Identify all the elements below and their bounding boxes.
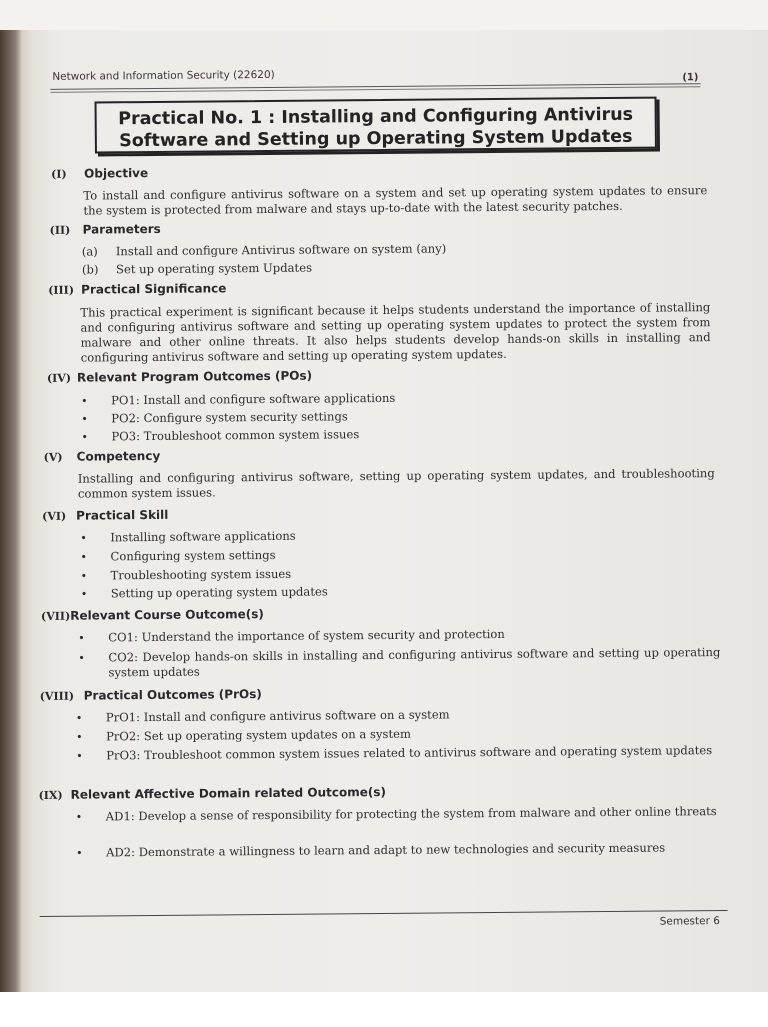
section-number: (I) — [51, 167, 67, 181]
list-item — [80, 525, 700, 545]
section-title: Practical Outcomes (PrOs) — [83, 687, 262, 703]
list-item-text: PO3: Troubleshoot common system issues — [111, 427, 360, 444]
bullet-icon: • — [81, 412, 88, 426]
list-item — [78, 625, 720, 645]
bullet-icon: • — [81, 430, 88, 444]
section-title: Practical Significance — [81, 281, 227, 297]
list-item — [81, 424, 701, 444]
list-item — [76, 743, 721, 763]
parameter-tag: (a) — [81, 244, 98, 259]
list-item — [78, 645, 721, 680]
list-item-text: PrO1: Install and configure antivirus software on a system — [105, 707, 450, 725]
section-number: (IX) — [38, 788, 63, 802]
list-item — [80, 563, 701, 583]
list-item-text: PrO3: Troubleshoot common system issues related to antivirus software and operating system updates — [106, 743, 713, 763]
bullet-icon: • — [80, 587, 88, 601]
list-item — [81, 406, 701, 426]
list-item — [80, 581, 701, 601]
section-heading-competency — [44, 449, 161, 464]
competency-text: Installing and configuring antivirus software, setting up operating system updates, and troubleshooting common system issues. — [77, 466, 715, 501]
bullet-icon: • — [78, 631, 85, 645]
section-title: Relevant Course Outcome(s) — [70, 607, 264, 623]
title-line-2: Software and Setting up Operating System Updates — [119, 126, 633, 152]
title-line-1: Practical No. 1 : Installing and Configuring Antivirus — [118, 104, 634, 130]
section-heading-practical-skill — [42, 508, 168, 523]
list-item — [76, 724, 721, 744]
list-item — [80, 544, 700, 564]
section-title: Objective — [84, 166, 149, 181]
list-item-text: Configuring system settings — [110, 547, 276, 564]
bullet-icon: • — [75, 810, 83, 824]
section-heading-practical-outcomes — [40, 687, 262, 703]
bullet-icon: • — [75, 711, 83, 725]
objective-text: To install and configure antivirus software on a system and set up operating system updates to ensure the system is protected from malware and stays up-to-date with the latest security patches. — [83, 183, 708, 218]
parameter-text: Set up operating system Updates — [115, 260, 313, 277]
section-heading-program-outcomes — [47, 369, 312, 385]
bullet-icon: • — [76, 846, 83, 860]
section-title: Relevant Program Outcomes (POs) — [76, 368, 313, 385]
list-item — [76, 840, 724, 860]
bullet-icon: • — [76, 749, 83, 763]
footer-semester: Semester 6 — [659, 915, 720, 928]
list-item — [75, 804, 724, 824]
list-item-text: Troubleshooting system issues — [110, 566, 292, 583]
section-title: Competency — [76, 448, 161, 464]
section-number: (VIII) — [39, 689, 75, 703]
section-heading-objective — [51, 166, 148, 181]
bullet-icon: • — [76, 730, 83, 744]
section-number: (VI) — [42, 509, 67, 523]
list-item-text: AD1: Develop a sense of responsibility for protecting the system from malware and other online threats — [105, 804, 717, 824]
bullet-icon: • — [78, 651, 85, 665]
list-item-text: AD2: Demonstrate a willingness to learn and adapt to new technologies and security measures — [106, 840, 666, 860]
section-title: Practical Skill — [76, 507, 169, 523]
section-title: Parameters — [82, 221, 161, 237]
practical-title-box — [95, 97, 657, 154]
list-item-text: CO1: Understand the importance of system security and protection — [108, 626, 505, 645]
bullet-icon: • — [80, 550, 88, 564]
parameter-item — [82, 261, 312, 277]
section-number: (IV) — [46, 371, 72, 385]
parameter-tag: (b) — [81, 262, 99, 277]
bullet-icon: • — [80, 569, 88, 583]
list-item-text: CO2: Develop hands-on skills in installing and configuring antivirus software and setting up operating system updates — [108, 645, 721, 680]
page-number: (1) — [682, 72, 699, 84]
section-number: (II) — [49, 223, 71, 237]
list-item — [75, 705, 721, 725]
running-header-title: Network and Information Security (22620) — [52, 68, 275, 83]
list-item-text: PO1: Install and configure software applications — [111, 390, 396, 408]
section-number: (III) — [48, 283, 75, 297]
section-heading-affective-domain — [39, 785, 387, 802]
section-number: (VII) — [40, 609, 71, 623]
section-number: (V) — [43, 450, 63, 464]
list-item-text: PrO2: Set up operating system updates on a system — [105, 726, 412, 744]
significance-text: This practical experiment is significant because it helps students understand the importance of installing and configuring antivirus software and setting up operating system updates to protect the system from malware and other online threats. It also helps students develop hands-on skills in installing and configuring antivirus software and setting up operating system updates. — [80, 300, 711, 365]
footer-rule — [40, 910, 728, 917]
list-item-text: Installing software applications — [110, 528, 296, 545]
list-item — [81, 388, 701, 408]
list-item-text: Setting up operating system updates — [110, 584, 328, 601]
section-heading-parameters — [50, 222, 161, 237]
section-heading-significance — [48, 281, 226, 297]
section-title: Relevant Affective Domain related Outcome(s) — [70, 784, 387, 802]
section-heading-course-outcomes — [41, 607, 264, 623]
bullet-icon: • — [80, 531, 87, 545]
parameter-item — [82, 241, 447, 258]
parameter-text: Install and configure Antivirus software on system (any) — [115, 241, 447, 259]
bullet-icon: • — [81, 394, 88, 408]
list-item-text: PO2: Configure system security settings — [111, 409, 348, 426]
